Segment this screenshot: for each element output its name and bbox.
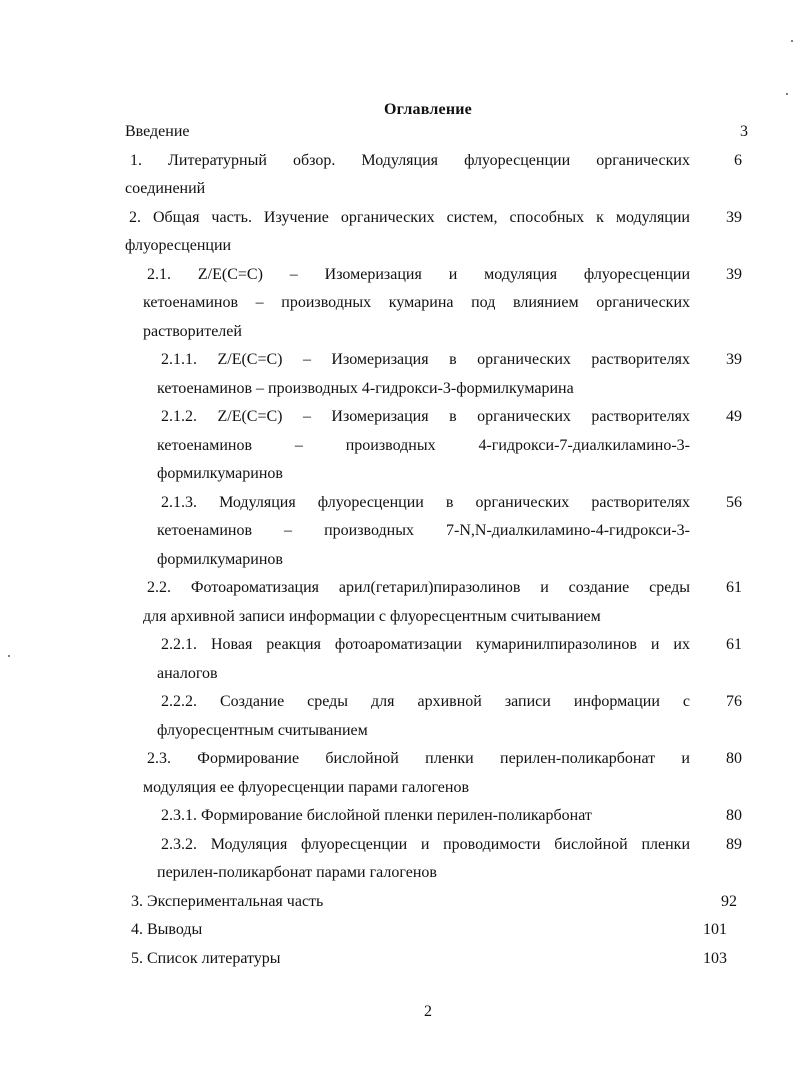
toc-line: кетоенаминов – производных кумарина под влиянием органических bbox=[143, 294, 690, 311]
toc-page-number: 61 bbox=[726, 636, 742, 653]
toc-line: соединений bbox=[125, 180, 206, 197]
toc-page-number: 49 bbox=[726, 408, 742, 425]
toc-line: 2.1.2. Z/E(C=C) – Изомеризация в органических растворителях bbox=[161, 408, 690, 425]
toc-entry-2-2-cont bbox=[143, 603, 690, 632]
table-of-contents bbox=[0, 118, 799, 973]
toc-page-number: 3 bbox=[740, 123, 748, 140]
toc-line: формилкумаринов bbox=[157, 465, 283, 482]
toc-line: растворителей bbox=[143, 322, 242, 340]
toc-line: 1. Литературный обзор. Модуляция флуоресценции органических bbox=[130, 151, 690, 169]
toc-entry-2-1-2-cont1 bbox=[157, 432, 690, 461]
toc-page-number: 39 bbox=[726, 265, 742, 283]
toc-page-number: 89 bbox=[726, 835, 742, 853]
toc-title: Оглавление bbox=[384, 101, 472, 118]
toc-entry-2-2-1-cont bbox=[157, 660, 690, 689]
toc-line: перилен-поликарбонат парами галогенов bbox=[157, 864, 437, 881]
toc-entry-ch1-cont bbox=[125, 175, 690, 204]
toc-line: 2.1.1. Z/E(C=C) – Изомеризация в органических растворителях bbox=[161, 351, 690, 368]
toc-line: флуоресцентным считыванием bbox=[157, 721, 368, 739]
toc-line: 2.2.1. Новая реакция фотоароматизации кумаринилпиразолинов и их bbox=[161, 636, 690, 653]
toc-entry-2-1-1-cont bbox=[157, 375, 690, 404]
toc-line: 2.3.2. Модуляция флуоресценции и проводимости бислойной пленки bbox=[161, 835, 690, 853]
toc-entry-ch1 bbox=[130, 147, 742, 176]
scan-speck bbox=[791, 40, 793, 42]
toc-entry-2-1-3 bbox=[161, 489, 742, 518]
toc-line: 4. Выводы bbox=[131, 921, 203, 938]
toc-page-number: 56 bbox=[726, 493, 742, 511]
toc-page-number: 80 bbox=[726, 750, 742, 767]
toc-entry-2-3-cont bbox=[143, 774, 690, 803]
toc-entry-ch3 bbox=[131, 888, 737, 917]
toc-line: кетоенаминов – производных 4-гидрокси-7-диалкиламино-3- bbox=[157, 436, 690, 454]
toc-entry-2-1-2 bbox=[161, 403, 742, 432]
page-number: 2 bbox=[424, 1003, 432, 1020]
toc-entry-ch4 bbox=[131, 916, 727, 945]
toc-line: 2.2.2. Создание среды для архивной записи информации с bbox=[161, 693, 690, 710]
toc-entry-ch2-cont bbox=[125, 232, 690, 261]
toc-page-number: 92 bbox=[721, 892, 737, 910]
toc-page-number: 39 bbox=[726, 208, 742, 226]
toc-line: 2.3. Формирование бислойной пленки перилен-поликарбонат и bbox=[147, 750, 690, 767]
toc-line: 2. Общая часть. Изучение органических систем, способных к модуляции bbox=[129, 208, 690, 226]
toc-line: формилкумаринов bbox=[157, 550, 283, 568]
toc-entry-2-1-cont2 bbox=[143, 318, 690, 347]
toc-entry-2-3-2-cont bbox=[157, 859, 690, 888]
toc-entry-2-2-2-cont bbox=[157, 717, 690, 746]
toc-line: кетоенаминов – производных 7-N,N-диалкиламино-4-гидрокси-3- bbox=[157, 522, 690, 539]
toc-entry-2-3-2 bbox=[161, 831, 742, 860]
toc-line: для архивной записи информации с флуоресцентным считыванием bbox=[143, 607, 601, 625]
toc-entry-text bbox=[125, 118, 700, 147]
toc-entry-2-1-cont1 bbox=[143, 289, 690, 318]
toc-line: 2.1.3. Модуляция флуоресценции в органических растворителях bbox=[161, 493, 690, 511]
toc-entry-2-2-1 bbox=[161, 631, 742, 660]
toc-entry-2-3-1 bbox=[161, 802, 742, 831]
toc-entry-2-1-3-cont1 bbox=[157, 517, 690, 546]
toc-page-number: 103 bbox=[703, 949, 727, 967]
toc-line: флуоресценции bbox=[125, 237, 232, 254]
toc-line: Введение bbox=[125, 123, 190, 140]
toc-page-number: 39 bbox=[726, 351, 742, 368]
toc-line: 3. Экспериментальная часть bbox=[131, 892, 324, 910]
toc-entry-ch2 bbox=[129, 204, 742, 233]
toc-entry-2-2-2 bbox=[161, 688, 742, 717]
toc-entry-ch5 bbox=[131, 945, 727, 974]
toc-entry-2-1-3-cont2 bbox=[157, 546, 690, 575]
scan-speck bbox=[786, 93, 788, 95]
scan-speck bbox=[8, 655, 10, 657]
toc-entry-2-1 bbox=[147, 261, 742, 290]
toc-line: модуляция ее флуоресценции парами галогенов bbox=[143, 778, 470, 796]
toc-entry-2-2 bbox=[147, 574, 742, 603]
toc-line: кетоенаминов – производных 4-гидрокси-3-формилкумарина bbox=[157, 379, 574, 397]
toc-entry-text bbox=[130, 147, 690, 176]
toc-page-number: 80 bbox=[726, 807, 742, 824]
toc-line: 2.1. Z/E(C=C) – Изомеризация и модуляция флуоресценции bbox=[147, 265, 690, 283]
toc-page-number: 6 bbox=[734, 151, 742, 169]
toc-line: аналогов bbox=[157, 664, 218, 682]
toc-entry-2-1-2-cont2 bbox=[157, 460, 690, 489]
toc-entry-2-3 bbox=[147, 745, 742, 774]
toc-line: 5. Список литературы bbox=[131, 949, 281, 967]
toc-page-number: 76 bbox=[726, 693, 742, 710]
toc-entry-intro bbox=[125, 118, 748, 147]
toc-page-number: 101 bbox=[703, 921, 727, 938]
toc-line: 2.2. Фотоароматизация арил(гетарил)пиразолинов и создание среды bbox=[147, 579, 690, 596]
toc-line: 2.3.1. Формирование бислойной пленки перилен-поликарбонат bbox=[161, 807, 592, 824]
toc-entry-2-1-1 bbox=[161, 346, 742, 375]
toc-page-number: 61 bbox=[726, 579, 742, 596]
